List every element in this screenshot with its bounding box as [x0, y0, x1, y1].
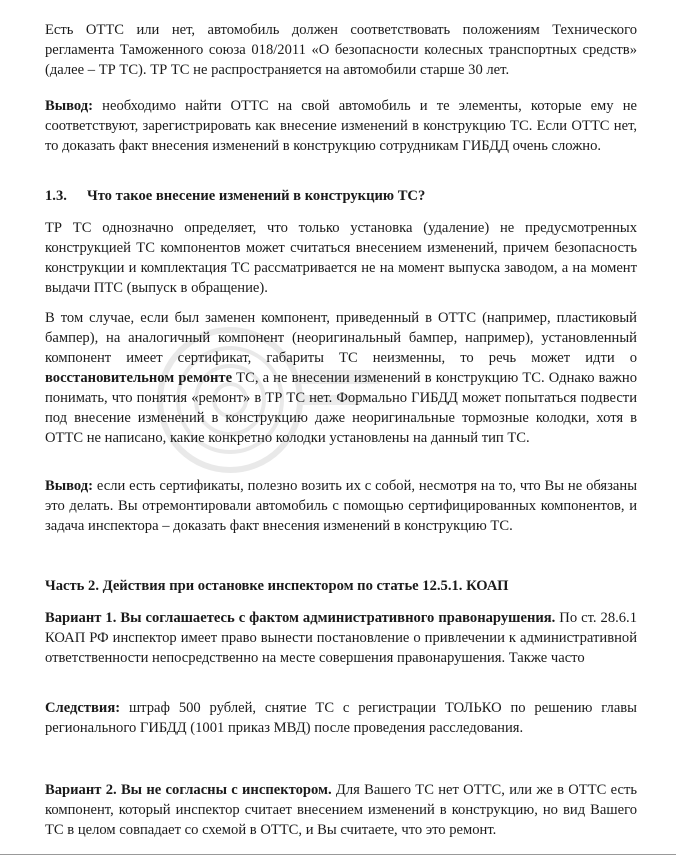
paragraph-conclusion-1 [45, 96, 637, 156]
paragraph-consequences [45, 698, 637, 738]
paragraph-variant-2 [45, 780, 637, 840]
repair-text-b: ТС, а не внесении изменений в конструкцию ТС. Однако важно понимать, что понятия «ремонт» в ТР ТС нет. Формально ГИБДД может попытаться подвести под внесение изменений в конструкцию даже неоригинальные тормозные колодки, хотя в ОТТС не написано, какие конкретно колодки установлены на данный тип ТС. [45, 370, 637, 446]
definition-text: ТР ТС однозначно определяет, что только установка (удаление) не предусмотренных конструкцией ТС компонентов может считаться внесением изменений, причем безопасность конструкции и комплектация ТС рассматривается не на момент выпуска заводом, а на момент выдачи ПТС (выпуск в обращение). [45, 220, 637, 296]
paragraph-variant-1 [45, 608, 637, 668]
section-number: 1.3. [45, 188, 67, 204]
repair-bold: восстановительном ремонте [45, 370, 233, 386]
variant-2-label: Вариант 2. Вы не согласны с инспектором. [45, 782, 332, 798]
variant-1-text: По ст. 28.6.1 КОАП РФ инспектор имеет право вынести постановление о привлечении к административной ответственности непосредственно на месте совершения правонарушения. Также часто [45, 610, 638, 666]
conclusion-text: необходимо найти ОТТС на свой автомобиль и те элементы, которые ему не соответствуют, зарегистрировать как внесение изменений в конструкцию ТС. Если ОТТС нет, то доказать факт внесения изменений в конструкцию сотрудникам ГИБДД очень сложно. [45, 98, 637, 154]
intro-text: Есть ОТТС или нет, автомобиль должен соответствовать положениям Технического регламента Таможенного союза 018/2011 «О безопасности колесных транспортных средств» (далее – ТР ТС). ТР ТС не распространяется на автомобили старше 30 лет. [45, 22, 637, 78]
consequences-label: Следствия: [45, 700, 121, 716]
part-2-heading [45, 576, 637, 596]
variant-2-text: Для Вашего ТС нет ОТТС, или же в ОТТС есть компонент, который инспектор считает внесением изменений в конструкцию, но вид Вашего ТС в целом совпадает со схемой в ОТТС, и Вы считаете, что это ремонт. [45, 782, 637, 838]
paragraph-definition [45, 218, 637, 298]
repair-text-a: В том случае, если был заменен компонент, приведенный в ОТТС (например, пластиковый бампер), на аналогичный компонент (неоригинальный бампер, например), установленный компонент имеет сертификат, габариты ТС неизменны, то речь может идти о [45, 310, 637, 366]
part-2-title: Часть 2. Действия при остановке инспектором по статье 12.5.1. КОАП [45, 578, 509, 594]
section-heading-1-3 [45, 186, 637, 206]
conclusion-label: Вывод: [45, 98, 94, 114]
conclusion-text: если есть сертификаты, полезно возить их с собой, несмотря на то, что Вы не обязаны это делать. Вы отремонтировали автомобиль с помощью сертифицированных компонентов, и задача инспектора – доказать факт внесения изменений в конструкцию ТС. [45, 478, 637, 534]
variant-1-label: Вариант 1. Вы соглашаетесь с фактом административного правонарушения. [45, 610, 556, 626]
page-bottom-edge [0, 854, 676, 855]
section-title: Что такое внесение изменений в конструкцию ТС? [87, 188, 426, 204]
paragraph-conclusion-2 [45, 476, 637, 536]
conclusion-label: Вывод: [45, 478, 94, 494]
paragraph-repair [45, 308, 637, 448]
paragraph-intro [45, 20, 637, 80]
consequences-text: штраф 500 рублей, снятие ТС с регистрации ТОЛЬКО по решению главы регионального ГИБДД (1001 приказ МВД) после проведения расследования. [45, 700, 637, 736]
